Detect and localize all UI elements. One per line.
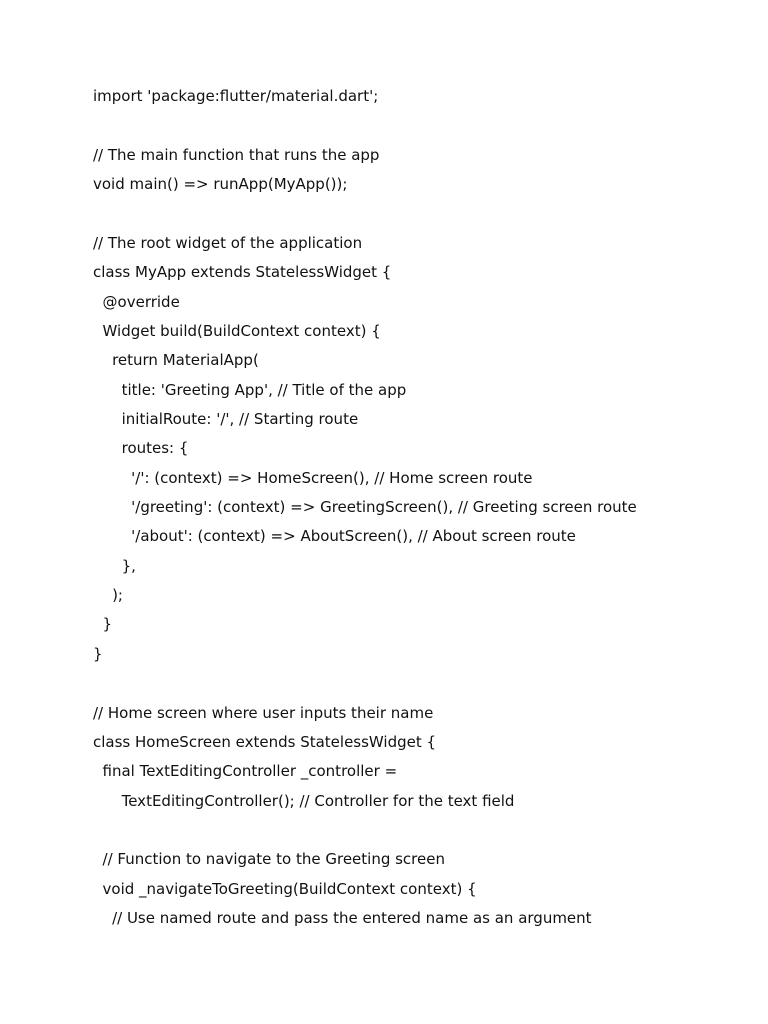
code-line: @override bbox=[93, 292, 180, 311]
code-line: } bbox=[93, 615, 113, 634]
code-line: } bbox=[93, 644, 103, 663]
code-line: // Function to navigate to the Greeting screen bbox=[93, 850, 445, 869]
code-line bbox=[93, 816, 753, 845]
code-line: import 'package:flutter/material.dart'; bbox=[93, 87, 379, 105]
code-line: class HomeScreen extends StatelessWidget { bbox=[93, 732, 437, 751]
code-line: return MaterialApp( bbox=[93, 351, 259, 370]
code-line bbox=[93, 669, 753, 698]
code-listing bbox=[93, 82, 753, 933]
code-line: // The root widget of the application bbox=[93, 233, 363, 252]
code-line: final TextEditingController _controller = bbox=[93, 762, 398, 781]
code-line: class MyApp extends StatelessWidget { bbox=[93, 263, 392, 282]
code-line: '/greeting': (context) => GreetingScreen(), // Greeting screen route bbox=[93, 498, 637, 517]
code-line: void main() => runApp(MyApp()); bbox=[93, 175, 348, 194]
code-line: Widget build(BuildContext context) { bbox=[93, 321, 381, 340]
code-line: '/about': (context) => AboutScreen(), // About screen route bbox=[93, 527, 576, 546]
code-line: ); bbox=[93, 586, 123, 605]
code-line: title: 'Greeting App', // Title of the app bbox=[93, 380, 407, 399]
code-line: // Home screen where user inputs their name bbox=[93, 703, 434, 722]
code-line: }, bbox=[93, 556, 136, 575]
code-line: '/': (context) => HomeScreen(), // Home screen route bbox=[93, 468, 533, 487]
code-line: void _navigateToGreeting(BuildContext context) { bbox=[93, 879, 477, 898]
code-line bbox=[93, 199, 753, 228]
code-line: // The main function that runs the app bbox=[93, 145, 380, 164]
code-line: routes: { bbox=[93, 439, 189, 458]
code-line: TextEditingController(); // Controller for the text field bbox=[93, 791, 515, 810]
code-line: // Use named route and pass the entered name as an argument bbox=[93, 909, 592, 928]
code-line: initialRoute: '/', // Starting route bbox=[93, 409, 359, 428]
code-line bbox=[93, 111, 753, 140]
